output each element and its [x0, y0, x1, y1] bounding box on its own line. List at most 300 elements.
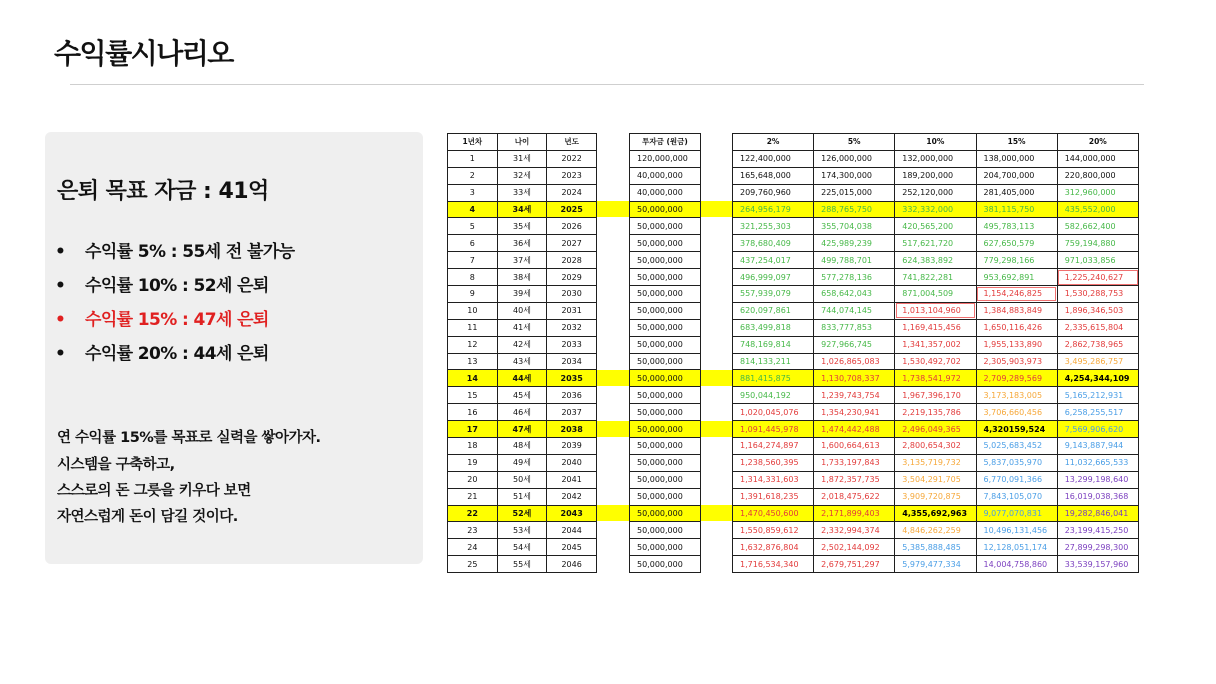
header-return-rate: 10% [895, 134, 976, 151]
cell-return: 1,238,560,395 [733, 454, 814, 471]
cell-return: 2,335,615,804 [1057, 319, 1138, 336]
cell-age: 41세 [497, 319, 547, 336]
cell-return: 1,738,541,972 [895, 370, 976, 387]
cell-age: 35세 [497, 218, 547, 235]
page-title: 수익률시나리오 [54, 37, 233, 70]
cell-return: 264,956,179 [733, 201, 814, 218]
highlight-strip [701, 421, 732, 437]
cell-n: 13 [448, 353, 498, 370]
cell-age: 40세 [497, 302, 547, 319]
table-row [733, 218, 1139, 235]
title-divider [70, 84, 1144, 85]
scenario-item [55, 244, 295, 261]
cell-return: 425,989,239 [814, 235, 895, 252]
table-row [448, 454, 597, 471]
cell-n: 17 [448, 421, 498, 438]
table-row [448, 421, 597, 438]
cell-n: 6 [448, 235, 498, 252]
cell-return: 5,025,683,452 [976, 438, 1057, 455]
cell-year: 2046 [547, 556, 597, 573]
table-row [630, 387, 701, 404]
table-row [733, 438, 1139, 455]
cell-return: 126,000,000 [814, 150, 895, 167]
cell-return: 9,143,887,944 [1057, 438, 1138, 455]
cell-year: 2028 [547, 252, 597, 269]
cell-return: 557,939,079 [733, 286, 814, 303]
table-row [733, 235, 1139, 252]
cell-investment: 50,000,000 [630, 505, 701, 522]
table-row [448, 336, 597, 353]
cell-n: 20 [448, 471, 498, 488]
scenario-item [55, 312, 295, 329]
table-row [630, 252, 701, 269]
table-row [448, 201, 597, 218]
cell-n: 11 [448, 319, 498, 336]
cell-age: 34세 [497, 201, 547, 218]
cell-return: 5,385,888,485 [895, 539, 976, 556]
cell-year: 2026 [547, 218, 597, 235]
cell-return: 1,020,045,076 [733, 404, 814, 421]
cell-return: 378,680,409 [733, 235, 814, 252]
cell-age: 51세 [497, 488, 547, 505]
cell-return: 744,074,145 [814, 302, 895, 319]
cell-return: 420,565,200 [895, 218, 976, 235]
cell-return: 748,169,814 [733, 336, 814, 353]
table-row [630, 522, 701, 539]
year-age-table [447, 133, 597, 573]
cell-investment: 50,000,000 [630, 286, 701, 303]
table-row [630, 184, 701, 201]
cell-investment: 50,000,000 [630, 438, 701, 455]
table-row [448, 252, 597, 269]
cell-return: 2,332,994,374 [814, 522, 895, 539]
cell-return: 1,154,246,825 [976, 286, 1057, 303]
cell-return: 499,788,701 [814, 252, 895, 269]
cell-age: 33세 [497, 184, 547, 201]
cell-return: 144,000,000 [1057, 150, 1138, 167]
cell-return: 27,899,298,300 [1057, 539, 1138, 556]
table-row [733, 471, 1139, 488]
cell-return: 2,018,475,622 [814, 488, 895, 505]
table-row [448, 218, 597, 235]
table-row [448, 184, 597, 201]
cell-return: 5,979,477,334 [895, 556, 976, 573]
cell-n: 14 [448, 370, 498, 387]
cell-year: 2044 [547, 522, 597, 539]
table-row [448, 471, 597, 488]
cell-return: 2,800,654,302 [895, 438, 976, 455]
cell-return: 281,405,000 [976, 184, 1057, 201]
cell-n: 8 [448, 269, 498, 286]
cell-investment: 50,000,000 [630, 488, 701, 505]
cell-return: 1,872,357,735 [814, 471, 895, 488]
cell-return: 683,499,818 [733, 319, 814, 336]
table-row [733, 539, 1139, 556]
table-row [630, 421, 701, 438]
cell-year: 2027 [547, 235, 597, 252]
cell-return: 1,530,492,702 [895, 353, 976, 370]
cell-return: 252,120,000 [895, 184, 976, 201]
table-row [448, 539, 597, 556]
cell-investment: 50,000,000 [630, 421, 701, 438]
cell-return: 2,496,049,365 [895, 421, 976, 438]
cell-return: 658,642,043 [814, 286, 895, 303]
cell-return: 2,219,135,786 [895, 404, 976, 421]
cell-year: 2039 [547, 438, 597, 455]
cell-return: 1,600,664,613 [814, 438, 895, 455]
cell-age: 54세 [497, 539, 547, 556]
cell-investment: 120,000,000 [630, 150, 701, 167]
table-row [448, 319, 597, 336]
cell-return: 332,332,000 [895, 201, 976, 218]
cell-return: 1,967,396,170 [895, 387, 976, 404]
scenario-item [55, 346, 295, 363]
table-row [630, 370, 701, 387]
cell-return: 132,000,000 [895, 150, 976, 167]
cell-return: 4,846,262,259 [895, 522, 976, 539]
highlight-strip [701, 370, 732, 386]
cell-investment: 40,000,000 [630, 167, 701, 184]
table-row [733, 404, 1139, 421]
cell-n: 2 [448, 167, 498, 184]
table-row [733, 387, 1139, 404]
cell-n: 5 [448, 218, 498, 235]
cell-return: 871,004,509 [895, 286, 976, 303]
cell-return: 209,760,960 [733, 184, 814, 201]
cell-return: 1,341,357,002 [895, 336, 976, 353]
cell-investment: 50,000,000 [630, 201, 701, 218]
cell-return: 225,015,000 [814, 184, 895, 201]
cell-return: 1,391,618,235 [733, 488, 814, 505]
bullet-icon: • [55, 344, 66, 364]
cell-return: 204,700,000 [976, 167, 1057, 184]
cell-age: 49세 [497, 454, 547, 471]
cell-return: 312,960,000 [1057, 184, 1138, 201]
table-row [733, 201, 1139, 218]
table-row [733, 505, 1139, 522]
cell-return: 6,258,255,517 [1057, 404, 1138, 421]
cell-investment: 50,000,000 [630, 218, 701, 235]
cell-investment: 50,000,000 [630, 302, 701, 319]
cell-return: 833,777,853 [814, 319, 895, 336]
cell-return: 5,837,035,970 [976, 454, 1057, 471]
table-row [448, 370, 597, 387]
cell-return: 189,200,000 [895, 167, 976, 184]
closing-line: 스스로의 돈 그릇을 키우다 보면 [57, 483, 251, 499]
cell-return: 2,679,751,297 [814, 556, 895, 573]
cell-return: 741,822,281 [895, 269, 976, 286]
cell-return: 11,032,665,533 [1057, 454, 1138, 471]
cell-year: 2024 [547, 184, 597, 201]
cell-return: 1,896,346,503 [1057, 302, 1138, 319]
cell-investment: 50,000,000 [630, 471, 701, 488]
cell-return: 2,862,738,965 [1057, 336, 1138, 353]
cell-year: 2022 [547, 150, 597, 167]
table-row [733, 421, 1139, 438]
cell-age: 44세 [497, 370, 547, 387]
cell-investment: 50,000,000 [630, 387, 701, 404]
highlight-strip [597, 370, 629, 386]
cell-return: 7,843,105,070 [976, 488, 1057, 505]
cell-return: 23,199,415,250 [1057, 522, 1138, 539]
cell-investment: 50,000,000 [630, 454, 701, 471]
cell-year: 2042 [547, 488, 597, 505]
cell-return: 19,282,846,041 [1057, 505, 1138, 522]
table-row [448, 286, 597, 303]
cell-return: 2,305,903,973 [976, 353, 1057, 370]
table-row [733, 150, 1139, 167]
table-row [733, 319, 1139, 336]
table-row [733, 488, 1139, 505]
cell-year: 2032 [547, 319, 597, 336]
cell-n: 24 [448, 539, 498, 556]
cell-return: 14,004,758,860 [976, 556, 1057, 573]
cell-n: 15 [448, 387, 498, 404]
cell-return: 4,254,344,109 [1057, 370, 1138, 387]
table-row [630, 336, 701, 353]
cell-return: 1,169,415,456 [895, 319, 976, 336]
cell-investment: 50,000,000 [630, 252, 701, 269]
highlight-strip [597, 421, 629, 437]
scenario-list [55, 244, 295, 380]
header-age: 나이 [497, 134, 547, 151]
cell-return: 381,115,750 [976, 201, 1057, 218]
cell-return: 122,400,000 [733, 150, 814, 167]
cell-age: 37세 [497, 252, 547, 269]
cell-return: 1,550,859,612 [733, 522, 814, 539]
cell-age: 31세 [497, 150, 547, 167]
cell-year: 2034 [547, 353, 597, 370]
cell-return: 437,254,017 [733, 252, 814, 269]
table-row [733, 370, 1139, 387]
cell-return: 165,648,000 [733, 167, 814, 184]
summary-panel [45, 132, 423, 564]
table-row [448, 150, 597, 167]
header-year-index: 1년차 [448, 134, 498, 151]
scenario-text: 수익률 20% : 44세 은퇴 [85, 344, 269, 364]
table-row [630, 505, 701, 522]
cell-age: 52세 [497, 505, 547, 522]
cell-return: 33,539,157,960 [1057, 556, 1138, 573]
cell-return: 3,173,183,005 [976, 387, 1057, 404]
cell-return: 620,097,861 [733, 302, 814, 319]
cell-return: 1,733,197,843 [814, 454, 895, 471]
table-row [448, 556, 597, 573]
investment-table [629, 133, 701, 573]
cell-year: 2025 [547, 201, 597, 218]
cell-n: 22 [448, 505, 498, 522]
cell-year: 2036 [547, 387, 597, 404]
cell-return: 1,384,883,849 [976, 302, 1057, 319]
cell-return: 1,130,708,337 [814, 370, 895, 387]
cell-investment: 50,000,000 [630, 404, 701, 421]
cell-investment: 50,000,000 [630, 319, 701, 336]
cell-return: 627,650,579 [976, 235, 1057, 252]
cell-return: 13,299,198,640 [1057, 471, 1138, 488]
scenario-text: 수익률 5% : 55세 전 불가능 [85, 242, 295, 262]
closing-line: 자연스럽게 돈이 담길 것이다. [57, 509, 238, 525]
cell-return: 582,662,400 [1057, 218, 1138, 235]
cell-return: 3,495,286,757 [1057, 353, 1138, 370]
cell-return: 495,783,113 [976, 218, 1057, 235]
cell-year: 2038 [547, 421, 597, 438]
table-row [733, 454, 1139, 471]
cell-return: 1,013,104,960 [895, 302, 976, 319]
cell-n: 18 [448, 438, 498, 455]
table-row [448, 235, 597, 252]
cell-investment: 50,000,000 [630, 336, 701, 353]
goal-statement: 연 수익률 15%를 목표로 실력을 쌓아가자. [57, 430, 321, 446]
cell-n: 3 [448, 184, 498, 201]
cell-return: 10,496,131,456 [976, 522, 1057, 539]
cell-return: 5,165,212,931 [1057, 387, 1138, 404]
cell-age: 47세 [497, 421, 547, 438]
cell-return: 1,164,274,897 [733, 438, 814, 455]
cell-investment: 50,000,000 [630, 370, 701, 387]
table-row [630, 269, 701, 286]
cell-return: 4,355,692,963 [895, 505, 976, 522]
closing-line: 시스템을 구축하고, [57, 457, 175, 473]
cell-year: 2033 [547, 336, 597, 353]
cell-return: 1,650,116,426 [976, 319, 1057, 336]
table-row [630, 201, 701, 218]
cell-age: 38세 [497, 269, 547, 286]
table-row [630, 150, 701, 167]
cell-age: 46세 [497, 404, 547, 421]
cell-return: 9,077,070,831 [976, 505, 1057, 522]
table-row [733, 167, 1139, 184]
cell-return: 1,026,865,083 [814, 353, 895, 370]
cell-year: 2037 [547, 404, 597, 421]
cell-n: 16 [448, 404, 498, 421]
cell-age: 42세 [497, 336, 547, 353]
cell-age: 32세 [497, 167, 547, 184]
closing-paragraph [57, 452, 251, 530]
table-row [733, 522, 1139, 539]
cell-return: 1,632,876,804 [733, 539, 814, 556]
cell-year: 2041 [547, 471, 597, 488]
cell-return: 1,716,534,340 [733, 556, 814, 573]
cell-return: 1,530,288,753 [1057, 286, 1138, 303]
cell-return: 1,955,133,890 [976, 336, 1057, 353]
highlight-strip [701, 505, 732, 521]
scenario-text: 수익률 10% : 52세 은퇴 [85, 276, 269, 296]
bullet-icon: • [55, 242, 66, 262]
table-row [733, 286, 1139, 303]
cell-return: 288,765,750 [814, 201, 895, 218]
cell-investment: 40,000,000 [630, 184, 701, 201]
table-row [448, 488, 597, 505]
highlight-strip [701, 201, 732, 217]
cell-return: 3,135,719,732 [895, 454, 976, 471]
header-return-rate: 5% [814, 134, 895, 151]
table-row [733, 269, 1139, 286]
cell-investment: 50,000,000 [630, 235, 701, 252]
cell-return: 577,278,136 [814, 269, 895, 286]
table-row [448, 353, 597, 370]
cell-return: 1,354,230,941 [814, 404, 895, 421]
bullet-icon: • [55, 276, 66, 296]
cell-return: 2,709,289,569 [976, 370, 1057, 387]
cell-return: 3,504,291,705 [895, 471, 976, 488]
cell-return: 3,909,720,875 [895, 488, 976, 505]
cell-year: 2040 [547, 454, 597, 471]
cell-year: 2023 [547, 167, 597, 184]
cell-return: 435,552,000 [1057, 201, 1138, 218]
cell-return: 950,044,192 [733, 387, 814, 404]
table-row [448, 387, 597, 404]
cell-return: 355,704,038 [814, 218, 895, 235]
cell-n: 1 [448, 150, 498, 167]
cell-return: 517,621,720 [895, 235, 976, 252]
cell-return: 174,300,000 [814, 167, 895, 184]
cell-return: 881,415,875 [733, 370, 814, 387]
table-row [630, 353, 701, 370]
cell-return: 1,239,743,754 [814, 387, 895, 404]
cell-age: 48세 [497, 438, 547, 455]
header-return-rate: 2% [733, 134, 814, 151]
table-row [630, 556, 701, 573]
table-row [448, 167, 597, 184]
cell-n: 23 [448, 522, 498, 539]
cell-n: 4 [448, 201, 498, 218]
cell-return: 138,000,000 [976, 150, 1057, 167]
cell-investment: 50,000,000 [630, 539, 701, 556]
table-row [448, 505, 597, 522]
cell-return: 7,569,906,620 [1057, 421, 1138, 438]
table-row [733, 302, 1139, 319]
table-row [630, 539, 701, 556]
cell-year: 2031 [547, 302, 597, 319]
cell-return: 2,502,144,092 [814, 539, 895, 556]
cell-return: 321,255,303 [733, 218, 814, 235]
cell-investment: 50,000,000 [630, 269, 701, 286]
cell-year: 2035 [547, 370, 597, 387]
table-row [448, 404, 597, 421]
table-row [630, 235, 701, 252]
table-row [630, 319, 701, 336]
cell-age: 43세 [497, 353, 547, 370]
cell-n: 10 [448, 302, 498, 319]
cell-return: 814,133,211 [733, 353, 814, 370]
header-year: 년도 [547, 134, 597, 151]
table-row [448, 438, 597, 455]
cell-return: 759,194,880 [1057, 235, 1138, 252]
cell-return: 3,706,660,456 [976, 404, 1057, 421]
cell-return: 6,770,091,366 [976, 471, 1057, 488]
scenario-item [55, 278, 295, 295]
table-row [733, 556, 1139, 573]
cell-age: 50세 [497, 471, 547, 488]
cell-n: 21 [448, 488, 498, 505]
table-row [630, 167, 701, 184]
table-row [630, 218, 701, 235]
table-row [630, 471, 701, 488]
table-row [630, 454, 701, 471]
cell-age: 39세 [497, 286, 547, 303]
cell-return: 1,091,445,978 [733, 421, 814, 438]
cell-investment: 50,000,000 [630, 353, 701, 370]
cell-age: 45세 [497, 387, 547, 404]
highlight-strip [597, 201, 629, 217]
cell-year: 2043 [547, 505, 597, 522]
cell-year: 2030 [547, 286, 597, 303]
header-return-rate: 20% [1057, 134, 1138, 151]
cell-return: 1,314,331,603 [733, 471, 814, 488]
table-row [733, 336, 1139, 353]
cell-investment: 50,000,000 [630, 522, 701, 539]
cell-return: 1,225,240,627 [1057, 269, 1138, 286]
